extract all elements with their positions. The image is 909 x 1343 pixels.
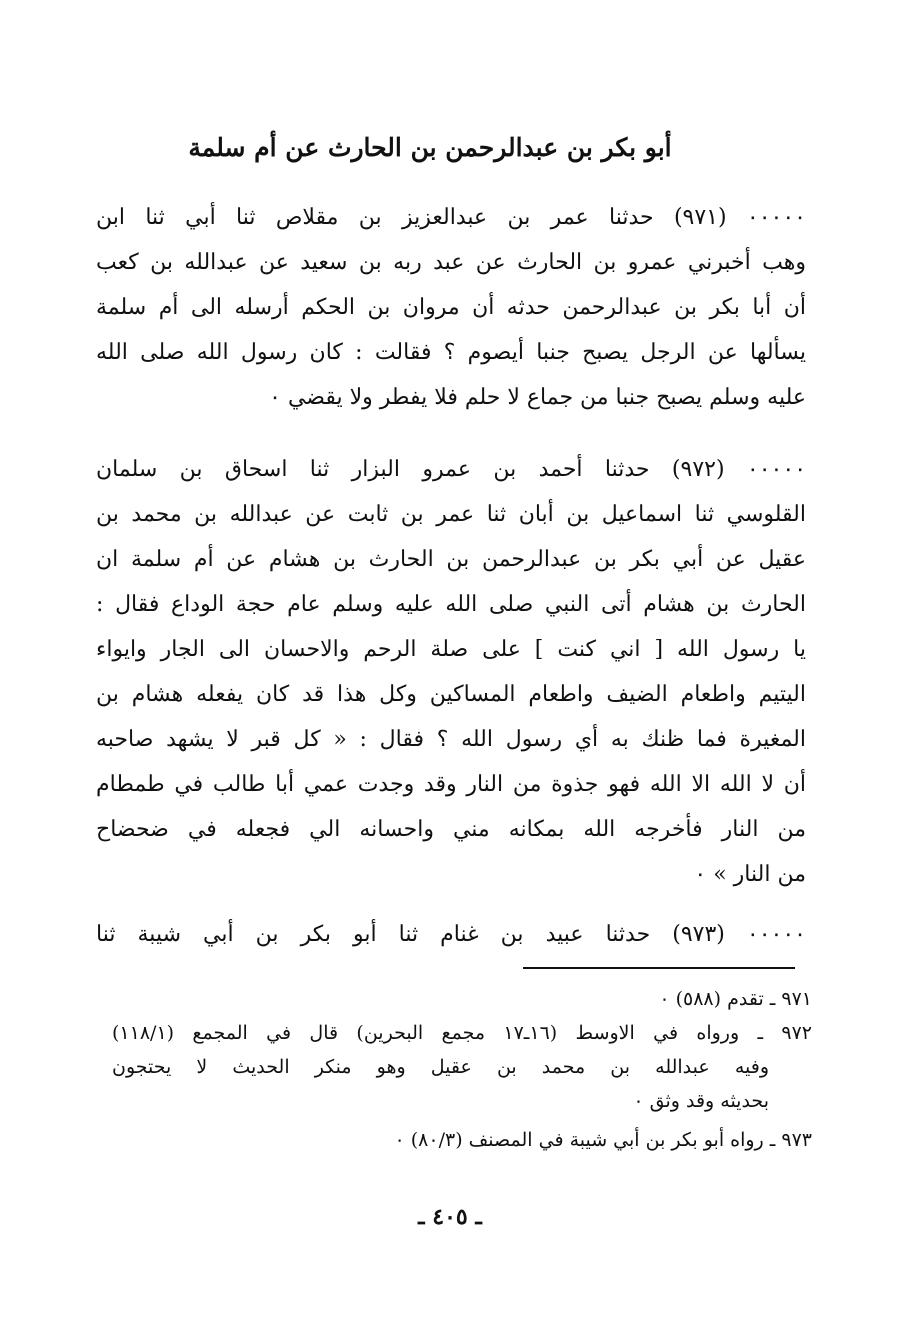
footnote-rule (523, 967, 795, 969)
text-line: عقيل عن أبي بكر بن عبدالرحمن بن الحارث بن هشام عن أم سلمة ان (96, 547, 806, 572)
text-line: القلوسي ثنا اسماعيل بن أبان ثنا عمر بن ثابت عن عبدالله بن محمد بن (96, 502, 806, 527)
footnote-line: ٩٧٢ ـ ورواه في الاوسط (١٦ـ١٧ مجمع البحرين) قال في المجمع (١١٨/١) (112, 1022, 812, 1044)
text-line: من النار » ٠ (694, 862, 806, 887)
text-line: عليه وسلم يصبح جنبا من جماع لا حلم فلا يفطر ولا يقضي ٠ (269, 385, 806, 410)
footnote-line: بحديثه وقد وثق ٠ (633, 1090, 769, 1112)
footnote-line: ٩٧٣ ـ رواه أبو بكر بن أبي شيبة في المصنف (٨٠/٣) ٠ (394, 1129, 812, 1151)
text-line: ٠٠٠٠٠ (٩٧٣) حدثنا عبيد بن غنام ثنا أبو بكر بن أبي شيبة ثنا (96, 922, 806, 947)
text-line: ٠٠٠٠٠ (٩٧٢) حدثنا أحمد بن عمرو البزار ثنا اسحاق بن سلمان (96, 457, 806, 482)
text-line: المغيرة فما ظنك به أي رسول الله ؟ فقال : « كل قبر لا يشهد صاحبه (96, 727, 806, 752)
footnote-line: ٩٧١ ـ تقدم (٥٨٨) ٠ (659, 988, 812, 1010)
text-line: من النار فأخرجه الله بمكانه مني واحسانه الي فجعله في ضحضاح (96, 817, 806, 842)
text-line: وهب أخبرني عمرو بن الحارث عن عبد ربه بن سعيد عن عبدالله بن كعب (96, 250, 806, 275)
text-line: أن لا الله الا الله فهو جذوة من النار وقد وجدت عمي أبا طالب في طمطام (96, 772, 806, 797)
text-line: ٠٠٠٠٠ (٩٧١) حدثنا عمر بن عبدالعزيز بن مقلاص ثنا أبي ثنا ابن (96, 205, 806, 230)
text-line: أن أبا بكر بن عبدالرحمن حدثه أن مروان بن الحكم أرسله الى أم سلمة (96, 295, 806, 320)
text-line: يا رسول الله [ اني كنت ] على صلة الرحم والاحسان الى الجار وايواء (96, 637, 806, 662)
footnote-line: وفيه عبدالله بن محمد بن عقيل وهو منكر الحديث لا يحتجون (112, 1056, 769, 1078)
page-number: ـ ٤٠٥ ـ (418, 1204, 482, 1230)
text-line: يسألها عن الرجل يصبح جنبا أيصوم ؟ فقالت : كان رسول الله صلى الله (96, 340, 806, 365)
text-line: اليتيم واطعام الضيف واطعام المساكين وكل هذا قد كان يفعله هشام بن (96, 682, 806, 707)
text-line: الحارث بن هشام أتى النبي صلى الله عليه وسلم عام حجة الوداع فقال : (96, 592, 806, 617)
page-title: أبو بكر بن عبدالرحمن بن الحارث عن أم سلمة (188, 133, 672, 162)
